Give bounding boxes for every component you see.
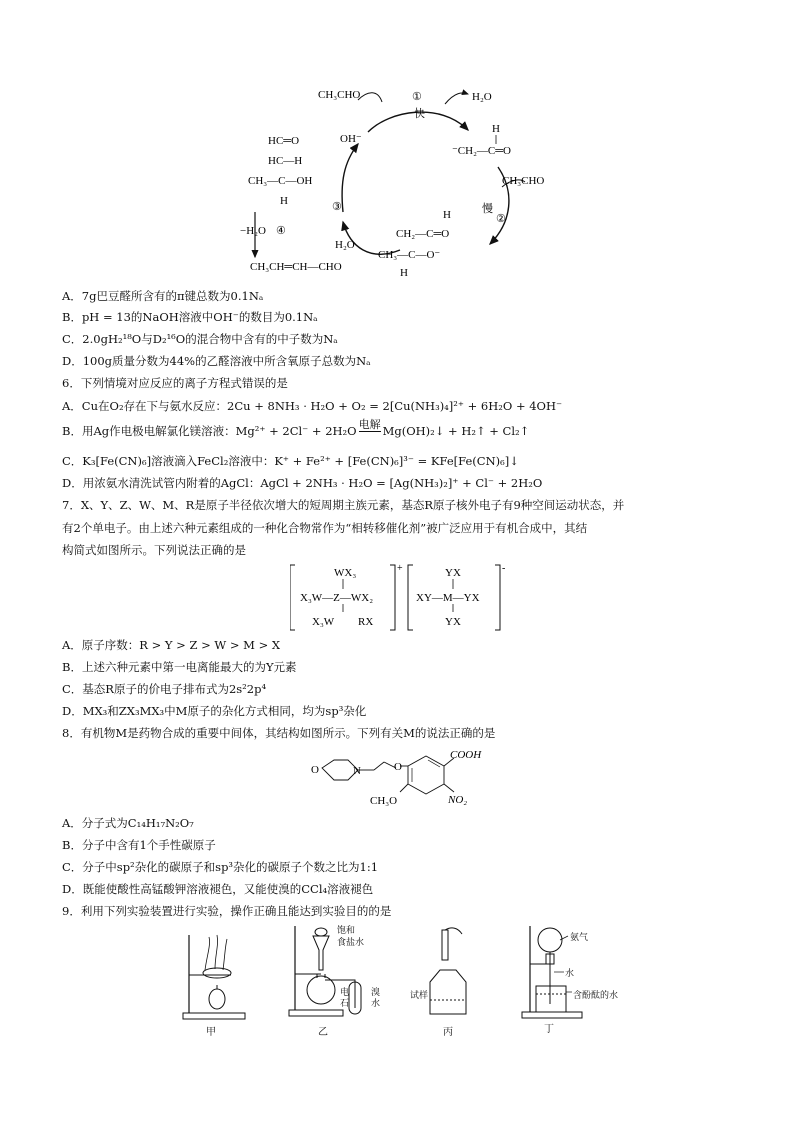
- hydroxide: OH⁻: [340, 133, 362, 145]
- q7-stem-line3: 构简式如图所示。下列说法正确的是: [62, 543, 246, 557]
- q6-option-b-condition: [359, 419, 381, 432]
- water-out: H₂O: [472, 91, 492, 103]
- water-in: H₂O: [335, 239, 355, 251]
- morpholine-o: O: [311, 764, 319, 776]
- apparatus-bing: [420, 922, 500, 1022]
- q6-option-b: [62, 418, 530, 439]
- q9-stem: 9．利用下列实验装置进行实验，操作正确且能达到实验目的的是: [62, 904, 392, 918]
- yi-funnel-label-1: 饱和: [337, 926, 356, 936]
- aldol-line2: HC—H: [268, 155, 303, 167]
- q8-option-a: A．分子式为C₁₄H₁₇N₂O₇: [62, 816, 194, 830]
- apparatus-yi: [285, 922, 385, 1022]
- ding-beaker-label: 含酚酞的水: [573, 991, 619, 1001]
- aldol-line3: CH₃—C—OH: [248, 175, 313, 187]
- label-bing: 丙: [443, 1027, 453, 1038]
- reaction-mechanism-diagram: [240, 82, 580, 282]
- q7-option-c: C．基态R原子的价电子排布式为2s²2p⁴: [62, 682, 267, 696]
- q8-option-b: B．分子中含有1个手性碳原子: [62, 838, 216, 852]
- anion-top: YX: [445, 567, 461, 579]
- cation-bottom-right: RX: [358, 616, 374, 628]
- carboxyl-group: COOH: [450, 749, 482, 761]
- q6-b-condition-text: 电解: [358, 418, 381, 431]
- q7-stem-line1: 7．X、Y、Z、W、M、R是原子半径依次增大的短周期主族元素，基态R原子核外电子有9种空间运动状态，并: [62, 498, 625, 512]
- cation-charge: +: [397, 563, 403, 574]
- intermediate-top: CH₂—C═O: [396, 228, 450, 240]
- morpholine-n: N: [353, 765, 361, 777]
- q8-molecule-structure: [308, 748, 508, 810]
- q7-option-b: B．上述六种元素中第一电离能最大的为Y元素: [62, 660, 297, 674]
- step2-number: ②: [496, 213, 506, 225]
- aldol-line4: H: [280, 195, 288, 207]
- q7-option-d: D．MX₃和ZX₃MX₃中M原子的杂化方式相同，均为sp³杂化: [62, 704, 367, 718]
- q6-option-c: C．K₃[Fe(CN)₆]溶液滴入FeCl₂溶液中：K⁺ + Fe²⁺ + [Fe(CN)₆]³⁻ = KFe[Fe(CN)₆]↓: [62, 454, 519, 468]
- intermediate-h: H: [443, 209, 451, 221]
- yi-solid-label-1: 电: [340, 988, 350, 998]
- aldol-line1: HC═O: [268, 135, 300, 147]
- apparatus-jia: [175, 925, 255, 1025]
- yi-solid-label-2: 石: [340, 999, 350, 1009]
- step1-speed: 快: [414, 108, 425, 120]
- cation-top: WX₃: [334, 567, 357, 579]
- q7-compound-structure: [290, 562, 510, 634]
- label-jia: 甲: [206, 1027, 216, 1038]
- product-crotonaldehyde: CH₃CH═CH—CHO: [250, 261, 342, 273]
- step1-number: ①: [412, 91, 422, 103]
- acetaldehyde-2: CH₃CHO: [502, 175, 545, 187]
- q6-option-b-rhs: Mg(OH)₂↓ + H₂↑ + Cl₂↑: [382, 424, 530, 438]
- anion-middle: XY—M—YX: [416, 592, 480, 604]
- methoxy-group: CH₃O: [370, 795, 398, 807]
- yi-tube-label-1: 溴: [371, 988, 381, 998]
- q7-stem-line2: 有2个单电子。由上述六种元素组成的一种化合物常作为“相转移催化剂”被广泛应用于有机合成中，其结: [62, 521, 588, 535]
- ding-water-label: 水: [565, 969, 575, 979]
- intermediate-h-bottom: H: [400, 267, 408, 279]
- enolate-h: H: [492, 123, 500, 135]
- ding-gas-label: 氨气: [570, 933, 589, 943]
- q8-option-c: C．分子中sp²杂化的碳原子和sp³杂化的碳原子个数之比为1:1: [62, 860, 379, 874]
- enolate: ⁻CH₂—C═O: [452, 145, 511, 157]
- q7-option-a: A．原子序数：R > Y > Z > W > M > X: [62, 638, 281, 652]
- label-ding: 丁: [544, 1024, 554, 1035]
- cation-middle: X₃W—Z—WX₂: [300, 592, 374, 604]
- ether-o: O: [394, 761, 402, 773]
- step3-number: ③: [332, 201, 342, 213]
- q6-option-a: A．Cu在O₂存在下与氨水反应：2Cu + 8NH₃ · H₂O + O₂ = 2[Cu(NH₃)₄]²⁺ + 6H₂O + 4OH⁻: [62, 399, 563, 413]
- anion-charge: -: [502, 563, 506, 574]
- q5-option-b: B．pH = 13的NaOH溶液中OH⁻的数目为0.1Nₐ: [62, 310, 318, 324]
- yi-funnel-label-2: 食盐水: [337, 938, 365, 948]
- q5-option-a: A．7g巴豆醛所含有的π键总数为0.1Nₐ: [62, 289, 264, 303]
- q6-option-b-lhs: B．用Ag作电极电解氯化镁溶液：Mg²⁺ + 2Cl⁻ + 2H₂O: [62, 424, 357, 438]
- reactant-acetaldehyde: CH₃CHO: [318, 89, 361, 101]
- q8-option-d: D．既能使酸性高锰酸钾溶液褪色，又能使溴的CCl₄溶液褪色: [62, 882, 374, 896]
- anion-bottom: YX: [445, 616, 461, 628]
- q5-option-d: D．100g质量分数为44%的乙醛溶液中所含氧原子总数为Nₐ: [62, 354, 371, 368]
- q6-stem: 6．下列情境对应反应的离子方程式错误的是: [62, 376, 288, 390]
- q5-option-c: C．2.0gH₂¹⁸O与D₂¹⁶O的混合物中含有的中子数为Nₐ: [62, 332, 338, 346]
- nitro-group: NO₂: [448, 794, 468, 806]
- step2-speed: 慢: [482, 203, 493, 215]
- yi-tube-label-2: 水: [371, 999, 381, 1009]
- step4-number: ④: [276, 225, 286, 237]
- label-yi: 乙: [318, 1027, 328, 1038]
- q6-option-d: D．用浓氨水清洗试管内附着的AgCl：AgCl + 2NH₃ · H₂O = [Ag(NH₃)₂]⁺ + Cl⁻ + 2H₂O: [62, 476, 543, 490]
- dehydration-label: −H₂O: [240, 225, 266, 237]
- cation-bottom-left: X₃W: [312, 616, 335, 628]
- q8-stem: 8．有机物M是药物合成的重要中间体，其结构如图所示。下列有关M的说法正确的是: [62, 726, 496, 740]
- intermediate-bottom: CH₃—C—O⁻: [378, 249, 441, 261]
- bing-sample-label: 试样: [410, 991, 429, 1001]
